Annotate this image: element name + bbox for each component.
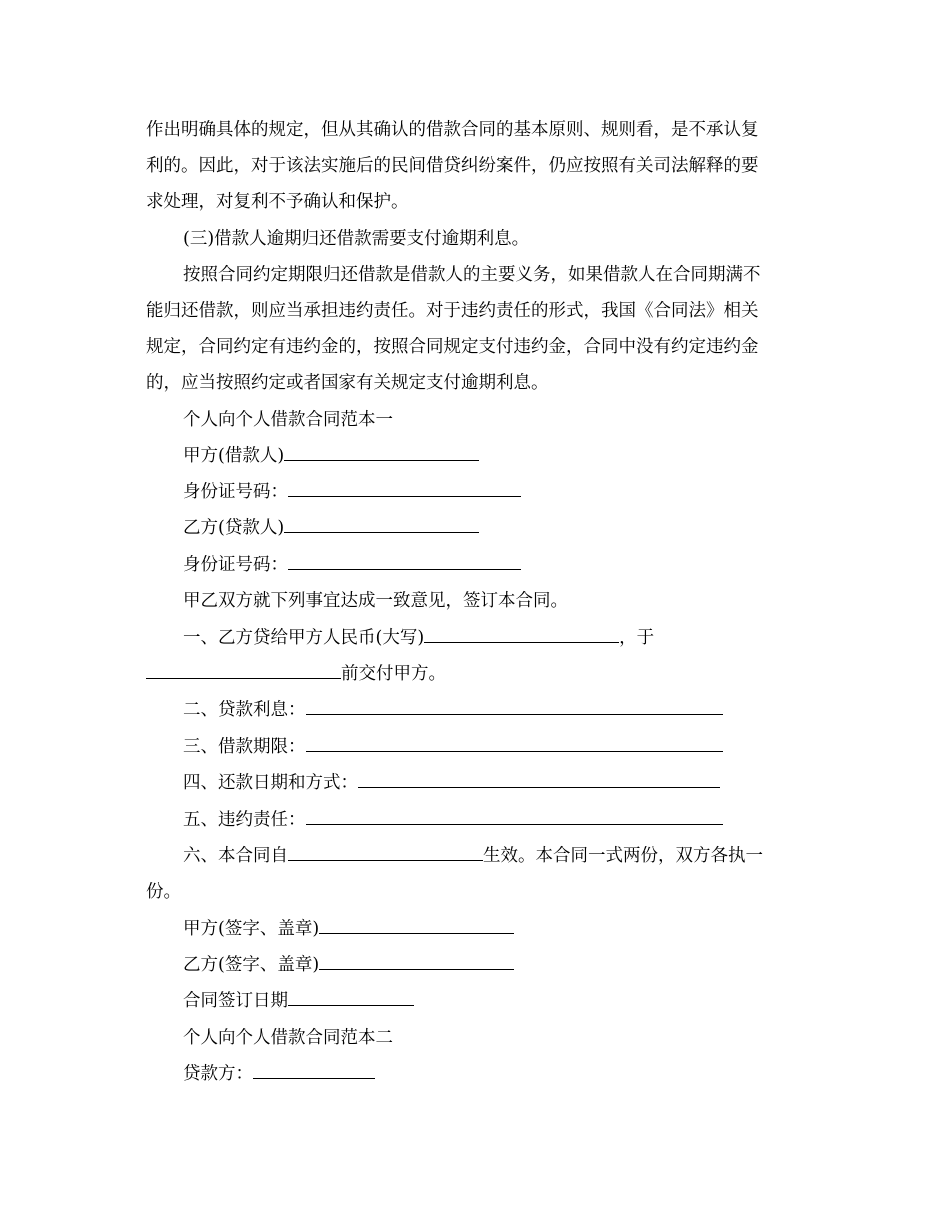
term-blank [306, 735, 723, 752]
clause-4 [183, 771, 720, 795]
party-b-field [183, 516, 479, 540]
clause-3 [183, 735, 723, 759]
sign-date-field [183, 989, 414, 1013]
clause-6-label: 六、本合同自 [183, 846, 288, 866]
paragraph-line: 的，应当按照约定或者国家有关规定支付逾期利息。 [146, 373, 549, 393]
amount-blank [424, 626, 619, 643]
party-b-blank [284, 516, 479, 533]
clause-6-cont: 份。 [146, 882, 181, 902]
lender-label: 贷款方： [183, 1064, 253, 1084]
sign-a-field [183, 917, 514, 941]
paragraph-line: 求处理，对复利不予确认和保护。 [146, 192, 409, 212]
liability-blank [306, 808, 723, 825]
paragraph-line: 按照合同约定期限归还借款是借款人的主要义务，如果借款人在合同期满不 [183, 265, 761, 285]
effective-date-blank [288, 844, 483, 861]
contract-title: 个人向个人借款合同范本一 [183, 410, 393, 430]
id-a-field [183, 480, 521, 504]
interest-blank [306, 698, 723, 715]
clause-5-label: 五、违约责任： [183, 810, 306, 830]
sign-b-label: 乙方(签字、盖章) [183, 955, 320, 975]
contract-2-title: 个人向个人借款合同范本二 [183, 1028, 393, 1048]
sign-b-field [183, 953, 514, 977]
party-a-label: 甲方(借款人) [183, 446, 285, 466]
agreement-line: 甲乙双方就下列事宜达成一致意见，签订本合同。 [183, 591, 568, 611]
sign-date-label: 合同签订日期 [183, 991, 288, 1011]
sign-a-blank [319, 917, 514, 934]
clause-2-label: 二、贷款利息： [183, 700, 306, 720]
clause-1-mid: ，于 [619, 628, 655, 648]
id-b-blank [288, 553, 521, 570]
repayment-blank [358, 771, 720, 788]
paragraph-line: 利的。因此，对于该法实施后的民间借贷纠纷案件，仍应按照有关司法解释的要 [146, 156, 759, 176]
clause-3-label: 三、借款期限： [183, 737, 306, 757]
party-a-blank [284, 444, 479, 461]
clause-1-label: 一、乙方贷给甲方人民币(大写) [183, 628, 425, 648]
section-heading: (三)借款人逾期归还借款需要支付逾期利息。 [183, 229, 530, 249]
clause-6 [183, 844, 763, 868]
clause-1-cont [146, 662, 446, 686]
delivery-date-blank [146, 662, 341, 679]
clause-2 [183, 698, 723, 722]
id-b-label: 身份证号码： [183, 555, 288, 575]
id-b-field [183, 553, 521, 577]
lender-blank [253, 1062, 375, 1079]
clause-1-end: 前交付甲方。 [341, 664, 446, 684]
party-a-field [183, 444, 479, 468]
lender-field [183, 1062, 375, 1086]
clause-1 [183, 626, 654, 650]
paragraph-line: 作出明确具体的规定，但从其确认的借款合同的基本原则、规则看，是不承认复 [146, 120, 759, 140]
sign-b-blank [319, 953, 514, 970]
paragraph-line: 规定，合同约定有违约金的，按照合同规定支付违约金，合同中没有约定违约金 [146, 337, 759, 357]
id-a-label: 身份证号码： [183, 482, 288, 502]
sign-date-blank [288, 989, 414, 1006]
paragraph-line: 能归还借款，则应当承担违约责任。对于违约责任的形式，我国《合同法》相关 [146, 301, 759, 321]
clause-4-label: 四、还款日期和方式： [183, 773, 358, 793]
sign-a-label: 甲方(签字、盖章) [183, 919, 320, 939]
id-a-blank [288, 480, 521, 497]
party-b-label: 乙方(贷款人) [183, 518, 285, 538]
clause-6-text: 生效。本合同一式两份，双方各执一 [483, 846, 763, 866]
clause-5 [183, 808, 723, 832]
